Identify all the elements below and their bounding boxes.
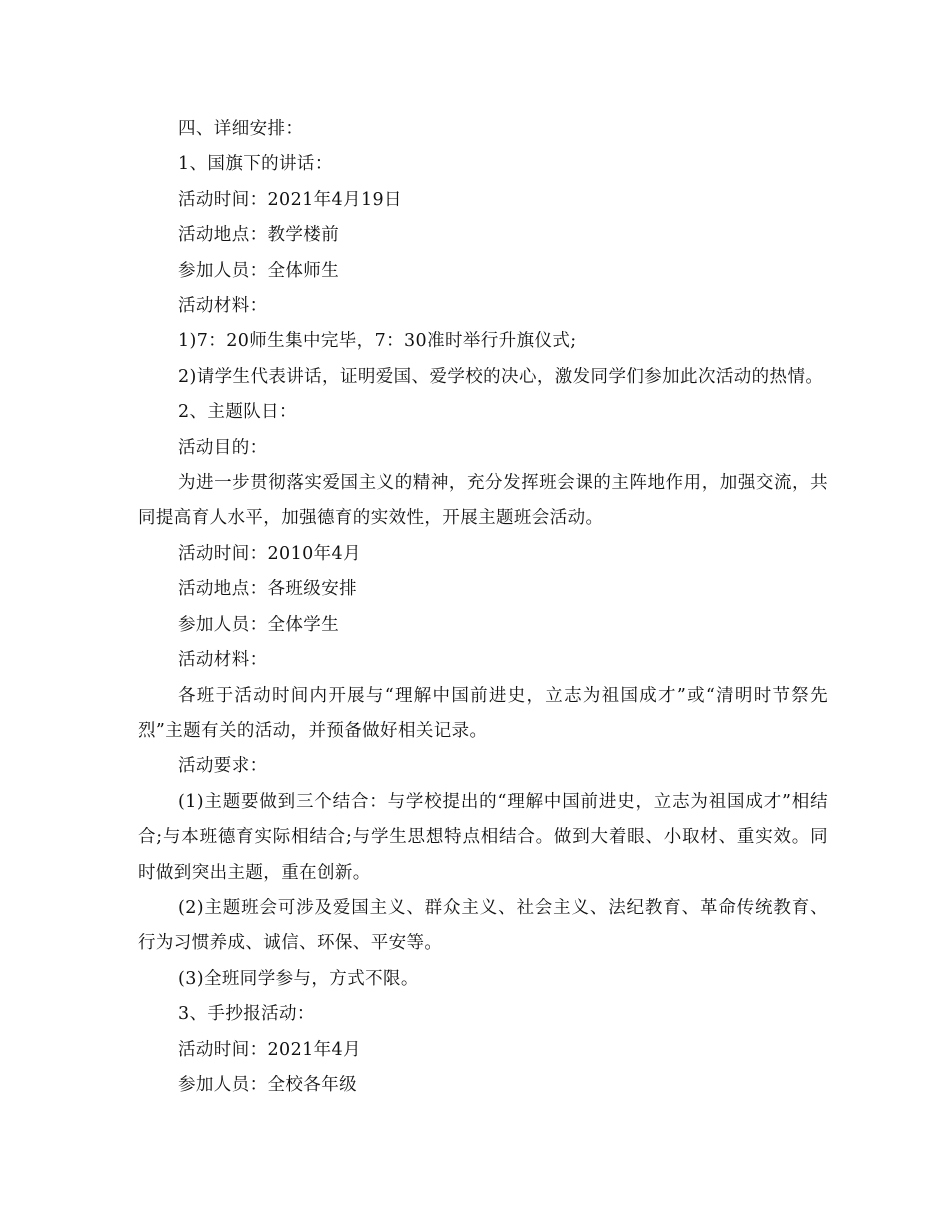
materials-item: 2)请学生代表讲话，证明爱国、爱学校的决心，激发同学们参加此次活动的热情。	[178, 366, 824, 387]
requirement-item: (3)全班同学参与，方式不限。	[178, 968, 419, 989]
participants: 参加人员：全校各年级	[178, 1074, 357, 1095]
requirement-item: (1)主题要做到三个结合：与学校提出的“理解中国前进史，立志为祖国成才”相结合;与本班德育实际相结合;与学生思想特点相结合。做到大着眼、小取材、重实效。同时做到突出主题，重在创新。	[138, 791, 828, 883]
subsection-heading: 3、手抄报活动：	[178, 1004, 315, 1025]
section-heading: 四、详细安排：	[178, 119, 304, 139]
activity-time: 活动时间：2010年4月	[178, 543, 361, 564]
activity-materials-label: 活动材料：	[178, 650, 268, 671]
requirement-item: (2)主题班会可涉及爱国主义、群众主义、社会主义、法纪教育、革命传统教育、行为习惯养成、诚信、环保、平安等。	[138, 897, 828, 954]
activity-time: 活动时间：2021年4月19日	[178, 189, 402, 210]
activity-time: 活动时间：2021年4月	[178, 1039, 361, 1060]
materials-item: 1)7：20师生集中完毕，7：30准时举行升旗仪式;	[178, 331, 577, 352]
activity-purpose-label: 活动目的：	[178, 437, 268, 458]
subsection-heading: 2、主题队日：	[178, 402, 297, 423]
participants: 参加人员：全体学生	[178, 614, 340, 635]
activity-materials-label: 活动材料：	[178, 296, 268, 317]
participants: 参加人员：全体师生	[178, 260, 340, 281]
activity-requirements-label: 活动要求：	[178, 756, 268, 777]
activity-purpose: 为进一步贯彻落实爱国主义的精神，充分发挥班会课的主阵地作用，加强交流，共同提高育人水平，加强德育的实效性，开展主题班会活动。	[138, 473, 828, 529]
activity-location: 活动地点：各班级安排	[178, 579, 357, 600]
document-body	[138, 112, 828, 1103]
subsection-heading: 1、国旗下的讲话：	[178, 154, 333, 175]
activity-location: 活动地点：教学楼前	[178, 225, 340, 246]
materials-body: 各班于活动时间内开展与“理解中国前进史，立志为祖国成才”或“清明时节祭先烈”主题有关的活动，并预备做好相关记录。	[138, 685, 828, 741]
